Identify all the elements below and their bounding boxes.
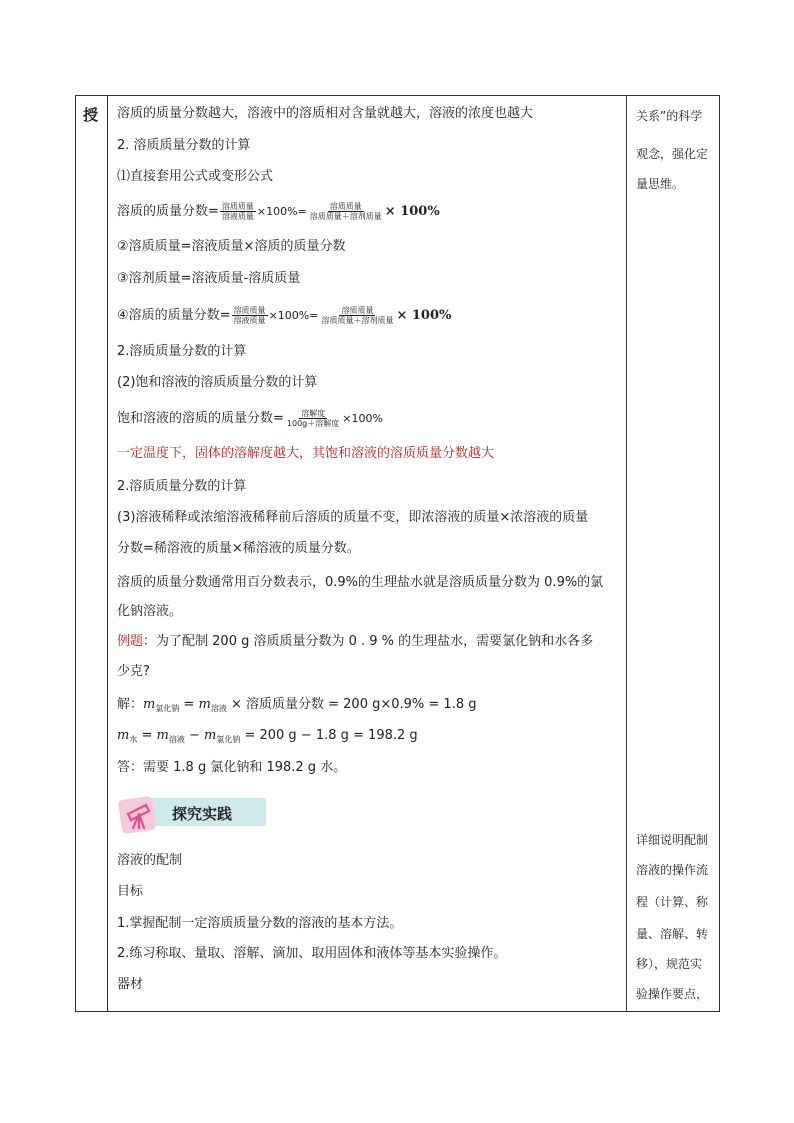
note-line: 程（计算、称 <box>636 895 709 909</box>
solution-line: $m_水 = m_{溶液} - m_{氯化钠} = 200$ g − 1.8 g = 198.2 g <box>117 728 418 744</box>
fraction: $\frac{\text{溶质质量}}{\text{溶质质量＋溶剂质量}}$ <box>321 306 394 325</box>
note-line: 关系”的科学 <box>636 109 703 123</box>
example-label: 例题 <box>117 634 144 649</box>
text-line: 分数=稀溶液的质量×稀溶液的质量分数。 <box>117 541 360 556</box>
subheading: 器材 <box>117 977 144 992</box>
banner-title: 探究实践 <box>172 805 233 823</box>
text-line: ③溶剂质量=溶液质量-溶质质量 <box>117 271 301 286</box>
lesson-table <box>75 95 720 1012</box>
note-line: 观念，强化定 <box>636 147 709 161</box>
subheading: 目标 <box>117 884 144 899</box>
column-divider <box>107 96 108 1011</box>
telescope-icon <box>118 794 160 834</box>
answer-line: 答：需要 1.8 g 氯化钠和 198.2 g 水。 <box>117 760 347 775</box>
section-banner <box>118 792 270 838</box>
example-question-cont: 少克? <box>117 664 150 679</box>
formula-mass-fraction: 溶质的质量分数= $\frac{\text{溶质质量}}{\text{溶液质量}}$ ×100%= $\frac{\text{溶质质量}}{\text{溶质质量＋溶剂质量}}$ × 100% <box>117 202 440 221</box>
fraction: $\frac{\text{溶质质量}}{\text{溶液质量}}$ <box>233 306 266 325</box>
text-line: 溶质的质量分数越大，溶液中的溶质相对含量就越大，溶液的浓度也越大 <box>117 106 534 121</box>
text-line: (2)饱和溶液的溶质质量分数的计算 <box>117 375 318 390</box>
note-line: 验操作要点， <box>636 987 709 1001</box>
fraction: $\frac{\text{溶质质量}}{\text{溶液质量}}$ <box>221 202 254 221</box>
formula-variant: ④溶质的质量分数= $\frac{\text{溶质质量}}{\text{溶液质量}}$ ×100%= $\frac{\text{溶质质量}}{\text{溶质质量＋溶剂质量}}$ × 100% <box>117 306 452 325</box>
solution-line: 解：$m_{氯化钠} = m_{溶液}$ × 溶质质量分数 = 200 g×0.9% = 1.8 g <box>117 697 477 713</box>
note-line: 详细说明配制 <box>636 833 709 847</box>
text-line: ②溶质质量=溶液质量×溶质的质量分数 <box>117 239 346 254</box>
text-line: 2.练习称取、量取、溶解、滴加、取用固体和液体等基本实验操作。 <box>117 946 507 961</box>
note-line: 量、溶解、转 <box>636 927 709 941</box>
example-question: 例题：为了配制 200 g 溶质质量分数为 0 . 9 % 的生理盐水，需要氯化钠和水各多 <box>117 634 594 649</box>
note-line: 移），规范实 <box>636 957 703 971</box>
text-line: (3)溶液稀释或浓缩溶液稀释前后溶质的质量不变，即浓溶液的质量×浓溶液的质量 <box>117 510 589 525</box>
text-line: ⑴直接套用公式或变形公式 <box>117 169 274 184</box>
section-heading: 2.溶质质量分数的计算 <box>117 479 247 494</box>
fraction: $\frac{\text{溶质质量}}{\text{溶质质量＋溶剂质量}}$ <box>309 202 382 221</box>
fraction: $\frac{\text{溶解度}}{\text{100g＋溶解度}}$ <box>286 409 340 428</box>
stage-column <box>76 96 107 1011</box>
text-line: 1.掌握配制一定溶质质量分数的溶液的基本方法。 <box>117 916 403 931</box>
text-line: 溶质的质量分数通常用百分数表示，0.9%的生理盐水就是溶质质量分数为 0.9%的氯 <box>117 575 604 590</box>
formula-saturated: 饱和溶液的溶质的质量分数= $\frac{\text{溶解度}}{\text{100g＋溶解度}}$ ×100% <box>117 409 383 428</box>
stage-label: 授 <box>83 106 99 124</box>
column-divider <box>626 96 627 1011</box>
highlight-line: 一定温度下，固体的溶解度越大，其饱和溶液的溶质质量分数越大 <box>117 446 495 461</box>
note-line: 溶液的操作流 <box>636 863 709 877</box>
subheading: 溶液的配制 <box>117 853 183 868</box>
text-line: 化钠溶液。 <box>117 604 183 619</box>
section-heading: 2. 溶质质量分数的计算 <box>117 138 251 153</box>
section-heading: 2.溶质质量分数的计算 <box>117 344 247 359</box>
note-line: 量思维。 <box>636 177 685 191</box>
